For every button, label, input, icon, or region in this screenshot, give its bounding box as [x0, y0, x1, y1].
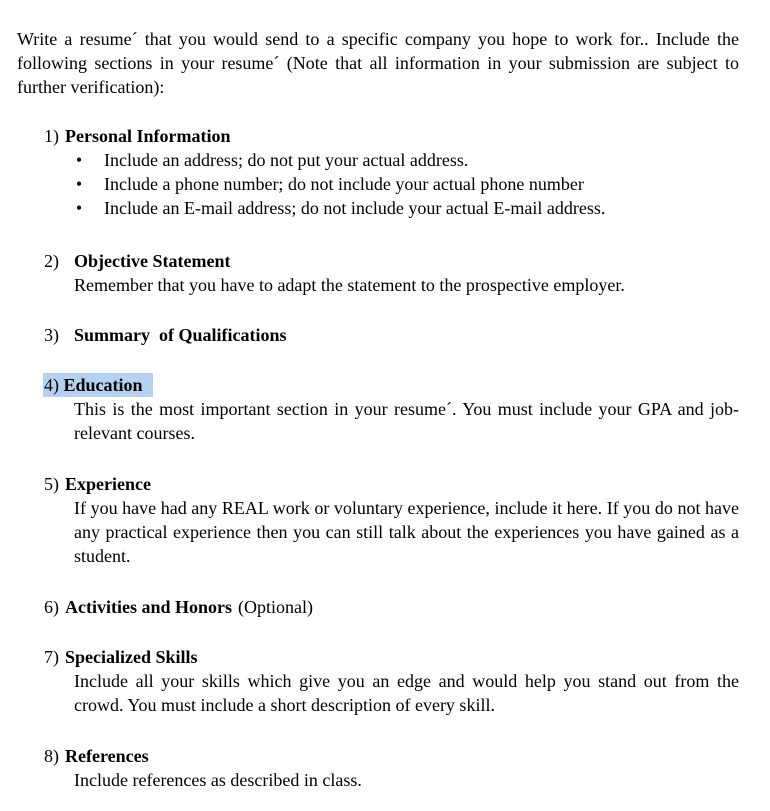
section-number: 7) [44, 647, 59, 667]
section-heading [44, 472, 739, 496]
section-number: 8) [44, 746, 59, 766]
section-number: 2) [44, 251, 59, 271]
section-number: 4) [44, 375, 59, 395]
section-number: 6) [44, 597, 59, 617]
section-body: Include all your skills which give you an edge and would help you stand out from the crowd. You must include a short description of every skill. [74, 671, 739, 715]
section-body: Remember that you have to adapt the statement to the prospective employer. [74, 275, 625, 295]
intro-paragraph: Write a resume´ that you would send to a specific company you hope to work for.. Include the following sections in your resume´ (Note that all information in your submission are subject to further verification): [17, 29, 739, 97]
section-number: 3) [44, 325, 59, 345]
section-title: Personal Information [65, 126, 231, 146]
list-item-text: Include an E-mail address; do not include your actual E-mail address. [104, 198, 606, 218]
bullet-icon: • [75, 198, 83, 218]
section-number: 5) [44, 474, 59, 494]
section-references [44, 744, 739, 792]
section-heading [44, 249, 739, 273]
section-title: Specialized Skills [65, 647, 198, 667]
bullet-icon: • [75, 174, 83, 194]
section-specialized-skills [44, 645, 739, 717]
section-body: If you have had any REAL work or voluntary experience, include it here. If you do not have any practical experience then you can still talk about the experiences you have gained as a student. [74, 498, 739, 566]
list-item [44, 148, 739, 172]
list-item-text: Include an address; do not put your actual address. [104, 150, 469, 170]
section-heading [44, 373, 739, 397]
section-objective-statement [44, 249, 739, 297]
section-personal-information [44, 124, 739, 220]
bullet-list [44, 148, 739, 220]
section-title: References [65, 746, 149, 766]
section-heading [44, 595, 739, 619]
bullet-icon: • [75, 150, 83, 170]
section-education [44, 373, 739, 445]
section-heading [44, 124, 739, 148]
list-item [44, 196, 739, 220]
list-item-text: Include a phone number; do not include your actual phone number [104, 174, 584, 194]
selection-highlight[interactable] [43, 373, 153, 397]
section-title: Activities and Honors [65, 597, 233, 617]
section-title: Summary of Qualifications [74, 325, 287, 345]
section-summary-of-qualifications [44, 323, 739, 347]
section-experience [44, 472, 739, 568]
section-heading [44, 744, 739, 768]
section-activities-and-honors [44, 595, 739, 619]
section-title: Experience [65, 474, 151, 494]
section-title: Objective Statement [74, 251, 231, 271]
list-item [44, 172, 739, 196]
section-heading [44, 323, 739, 347]
section-number: 1) [44, 126, 59, 146]
section-heading [44, 645, 739, 669]
section-body: This is the most important section in your resume´. You must include your GPA and job-relevant courses. [74, 399, 739, 443]
section-body: Include references as described in class. [74, 770, 362, 790]
optional-note: (Optional) [238, 597, 313, 617]
section-title: Education [63, 375, 143, 395]
